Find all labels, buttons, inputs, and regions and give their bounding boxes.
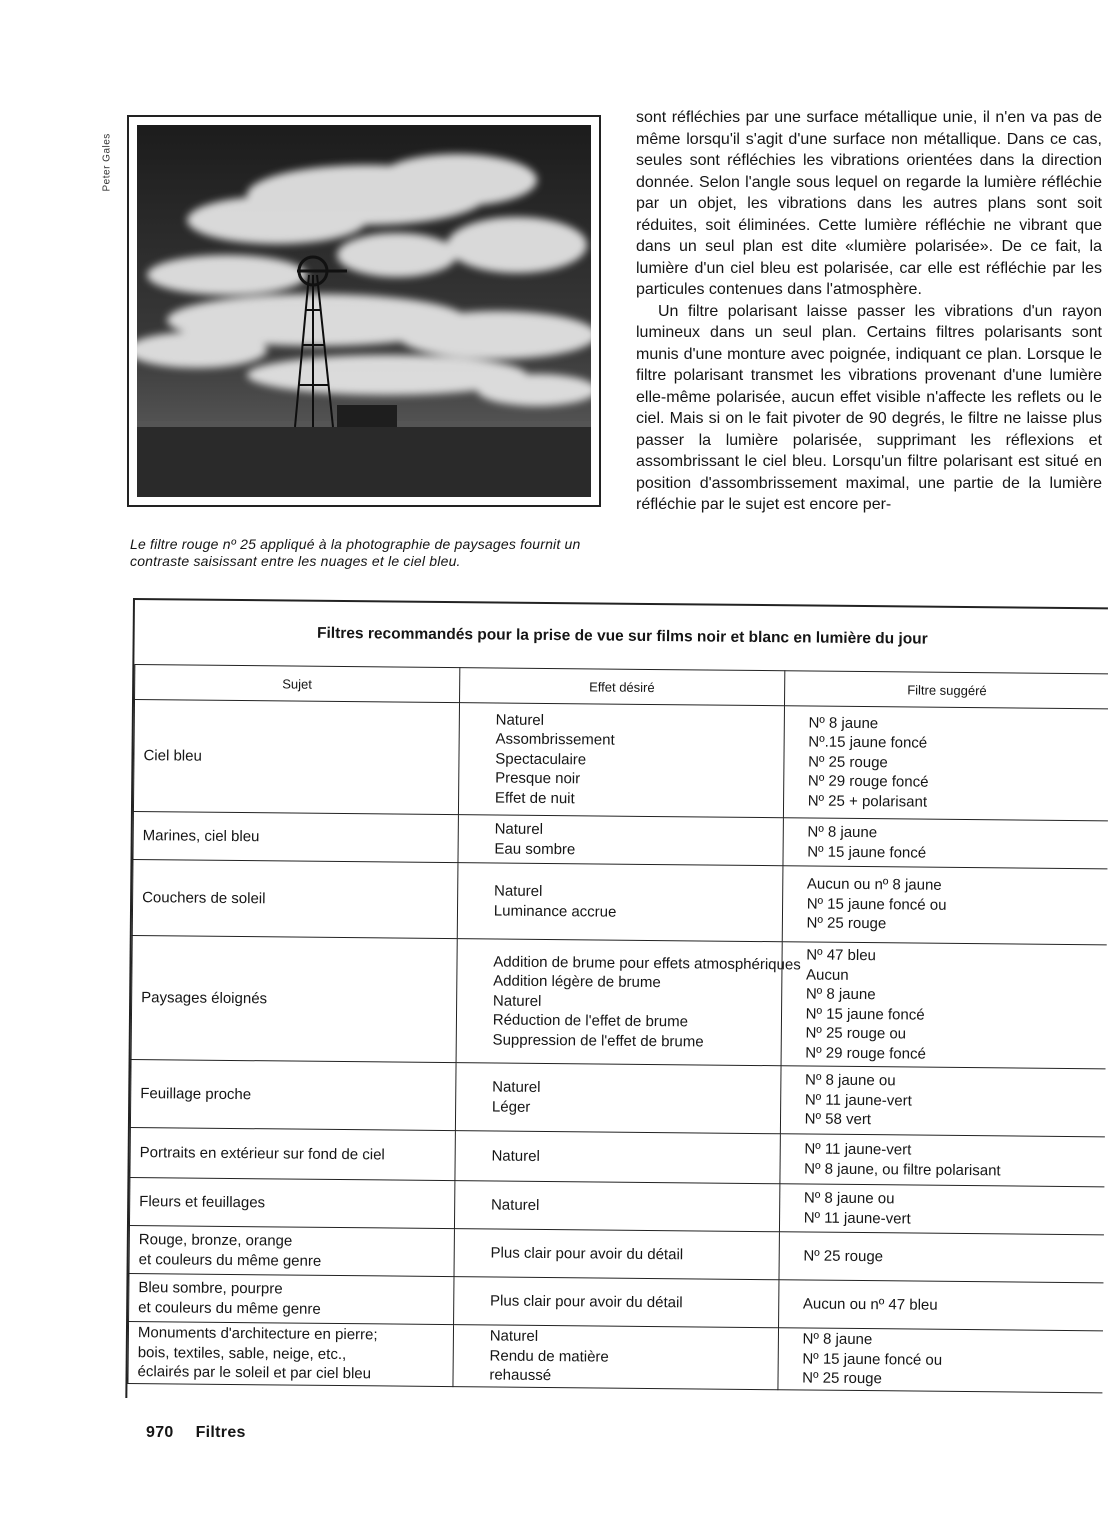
table-row [132,860,1107,945]
filter-cell-line: Nº 11 jaune-vert [803,1208,911,1227]
photo-caption: Le filtre rouge nº 25 appliqué à la photographie de paysages fournit un contraste saisissant entre les nuages et le ciel bleu. [130,536,581,569]
subject-cell [129,1273,454,1324]
filter-cell [782,866,1108,945]
effect-cell-line: Eau sombre [494,839,576,858]
subject-cell [129,1225,454,1276]
filter-cell [783,818,1108,869]
effect-cell [455,1063,780,1134]
filter-cell-line: Nº 15 jaune foncé ou [802,1350,943,1369]
effect-cell [454,1181,779,1232]
subject-cell [130,1127,455,1180]
table-row [130,1060,1105,1137]
table-body [128,700,1108,1393]
subject-cell-line: Portraits en extérieur sur fond de ciel [139,1143,385,1164]
column-header-filter: Filtre suggéré [784,671,1108,709]
effect-cell-line: Naturel [494,820,544,838]
filter-cell-line: Nº 11 jaune-vert [804,1140,912,1159]
subject-cell-line: éclairés par le soleil et par ciel bleu [137,1363,372,1383]
article-paragraph: sont réfléchies par une surface métallique unie, il n'en va pas de même lorsqu'il s'agit d'une surface non métallique. Dans ce cas, seules sont réfléchies les vibrations orientées dans la direction donnée. Selon l'angle sous lequel on regarde la lumière réfléchie par un objet, les vibrations dans les autres plans sont soit réduites, soit éliminées. Cette lumière réfléchie ne vibrant que dans un seul plan est dite «lumière polarisée». De ce fait, la lumière d'un ciel bleu est polarisée, car elle est réfléchie par les particules contenues dans l'atmosphère. [636,109,1102,298]
subject-cell-line: bois, textiles, sable, neige, etc., [137,1343,347,1363]
effect-cell [453,1325,778,1390]
subject-cell-line: Ciel bleu [143,746,202,765]
filter-cell-line: Nº 25 rouge [802,1369,882,1388]
filter-cell-line: Nº 25 rouge [808,753,888,772]
effect-cell-line: Naturel [491,1147,540,1165]
subject-cell-line: Paysages éloignés [141,988,268,1008]
filter-cell-line: Nº 15 jaune foncé [807,842,927,862]
effect-cell-line: Naturel [489,1327,539,1346]
filter-cell-line: Nº 8 jaune, ou filtre polarisant [804,1159,1001,1179]
subject-cell [129,1177,454,1228]
filter-cell-line: Nº 25 rouge [803,1247,884,1265]
subject-cell-line: Marines, ciel bleu [142,826,260,845]
photo-credit-text: Peter Gales [101,133,113,192]
article-paragraph: Un filtre polarisant laisse passer les vibrations d'un rayon lumineux dans un seul plan. Certains filtres polarisants sont munis d'une monture avec poignée, indiquant ce plan. Lorsque le filtre polarisant transmet les vibrations provenant d'une lumière elle-même polarisée, aucun effet visible n'affecte les reflets ou le ciel. Mais si on le fait pivoter de 90 degrés, le filtre ne laisse plus passer la lumière polarisée, supprimant les réflexions et assombrissant le ciel bleu. Lorsqu'un filtre polarisant est situé en position d'assombrissement maximal, une partie de la lumière réfléchie par le sujet est encore per- [636,302,1102,513]
filter-cell-line: Aucun [805,965,849,984]
filter-cell-line: Nº 15 jaune foncé [805,1004,925,1024]
filter-cell-line: Nº 8 jaune ou [803,1189,895,1208]
effect-cell-line: Addition légère de brume [493,972,661,992]
filter-cell [779,1184,1104,1235]
filter-cell-line: Nº 47 bleu [806,946,877,965]
table-row [128,1321,1103,1392]
effect-cell-line: rehaussé [489,1366,552,1385]
effect-cell-line: Réduction de l'effet de brume [492,1011,689,1031]
effect-cell [457,863,783,942]
subject-cell-line: Couchers de soleil [142,888,266,908]
subject-cell-line: Bleu sombre, pourpre [138,1279,283,1298]
page-number: 970 [146,1424,174,1441]
column-header-subject: Sujet [135,665,460,703]
article-body [636,107,1102,516]
filter-cell [780,1066,1105,1137]
subject-cell [130,1060,455,1131]
filter-cell [783,706,1108,821]
table-row [131,936,1107,1069]
filter-cell-line: Nº 58 vert [804,1110,872,1129]
photo-credit [97,116,117,196]
subject-cell-line: Rouge, bronze, orange [138,1231,293,1250]
filter-cell-line: Nº 11 jaune-vert [804,1091,912,1110]
column-header-effect: Effet désiré [459,668,784,706]
subject-cell-line: Monuments d'architecture en pierre; [137,1324,378,1344]
subject-cell [128,1321,453,1386]
effect-cell-line: Rendu de matière [489,1347,609,1366]
subject-cell [133,700,459,815]
section-title: Filtres [195,1424,246,1441]
effect-cell [456,939,801,1066]
filter-cell-line: Aucun ou nº 47 bleu [802,1295,938,1314]
effect-cell-line: Assombrissement [495,730,615,749]
table-title: Filtres recommandés pour la prise de vue sur films noir et blanc en lumière du jour [135,600,1108,674]
subject-cell-line: Feuillage proche [140,1084,252,1103]
filter-cell [780,1134,1105,1187]
effect-cell-line: Naturel [495,711,545,729]
subject-cell [131,936,457,1063]
subject-cell-line: et couleurs du même genre [138,1298,321,1318]
effect-cell-line: Naturel [490,1196,540,1214]
subject-cell [132,860,458,939]
effect-cell [455,1131,780,1184]
filter-cell [781,942,1107,1069]
filter-cell [778,1280,1103,1331]
filter-cell-line: Nº 29 rouge foncé [805,1043,926,1063]
effect-cell-line: Léger [491,1097,531,1116]
page-footer [146,1424,246,1442]
filter-cell [779,1232,1104,1283]
filter-cell-line: Nº 8 jaune [807,823,878,842]
effect-cell-line: Naturel [492,992,542,1010]
subject-cell-line: et couleurs du même genre [138,1250,322,1270]
filter-cell [778,1328,1103,1393]
subject-cell [133,812,458,863]
effect-cell-line: Addition de brume pour effets atmosphériques [493,953,801,974]
filter-cell-line: Nº 29 rouge foncé [807,772,929,791]
effect-cell [453,1277,778,1328]
effect-cell [458,703,784,818]
filter-cell-line: Nº 8 jaune ou [804,1071,896,1090]
filter-cell-line: Aucun ou nº 8 jaune [806,875,942,895]
effect-cell [458,815,783,866]
filter-cell-line: Nº 8 jaune [808,714,879,732]
subject-cell-line: Fleurs et feuillages [139,1192,266,1212]
effect-cell-line: Effet de nuit [494,789,575,807]
filter-cell-line: Nº 8 jaune [805,985,876,1004]
filter-cell-line: Nº 25 + polarisant [807,792,928,811]
photo-frame [127,115,601,507]
effect-cell-line: Plus clair pour avoir du détail [490,1292,683,1312]
landscape-photo [137,125,591,497]
filter-cell-line: Nº 25 rouge ou [805,1024,907,1043]
effect-cell-line: Luminance accrue [493,901,617,921]
filter-cell-line: Nº 25 rouge [806,914,887,933]
effect-cell-line: Naturel [493,882,543,900]
effect-cell-line: Suppression de l'effet de brume [492,1031,704,1051]
filter-table [125,598,1108,1407]
filter-cell-line: Nº 15 jaune foncé ou [806,895,947,914]
filter-cell-line: Nº 8 jaune [802,1330,873,1349]
effect-cell-line: Naturel [492,1078,541,1096]
effect-cell-line: Plus clair pour avoir du détail [490,1244,684,1264]
filter-cell-line: Nº.15 jaune foncé [808,733,928,752]
table-row [133,700,1108,821]
effect-cell-line: Presque noir [495,769,581,788]
effect-cell-line: Spectaculaire [495,750,587,769]
effect-cell [454,1229,779,1280]
